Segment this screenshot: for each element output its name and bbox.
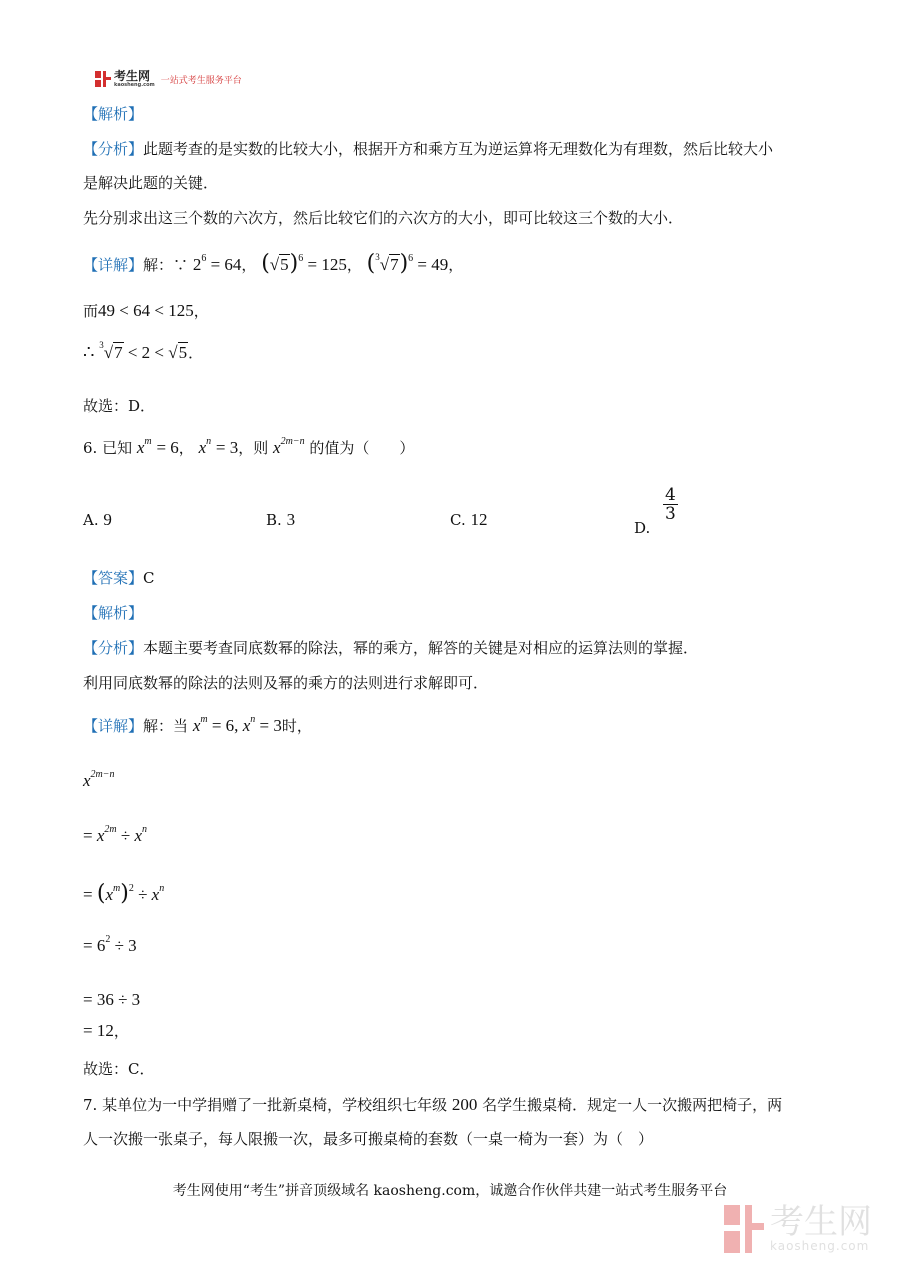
q5-choice-line: 故选：D． bbox=[83, 397, 156, 415]
q6-xiangjie-line: 【详解】解：当 $x^m = 6$, $x^n = 3$时， bbox=[83, 714, 312, 735]
q5-inequality-line: 而49 < 64 < 125， bbox=[83, 301, 209, 320]
q6-option-a: A. 9 bbox=[83, 510, 112, 529]
q5-xiangjie-line: 【详解】解：∵ $2^6 = 64$， $(√5)^6 = 125$， $(^3√7)^6 = 49$， bbox=[83, 251, 464, 276]
q7-stem-line1: 7. 某单位为一中学捐赠了一批新桌椅，学校组织七年级 200 名学生搬桌椅．规定一人一次搬两把椅子，两 bbox=[83, 1095, 783, 1114]
q6-stem: 6. 已知 $x^m = 6$， $x^n = 3$，则 $x^{2m-n}$ 的值为（ ） bbox=[83, 436, 415, 457]
q6-fenxi-line1: 【分析】本题主要考查同底数幂的除法，幂的乘方，解答的关键是对相应的运算法则的掌握． bbox=[83, 639, 699, 657]
header-logo bbox=[95, 70, 242, 88]
q6-answer-line: 【答案】C bbox=[83, 569, 155, 587]
q6-option-c: C. 12 bbox=[450, 510, 488, 529]
q5-fenxi-line3: 先分别求出这三个数的六次方，然后比较它们的六次方的大小，即可比较这三个数的大小． bbox=[83, 209, 684, 227]
q6-step1: $x^{2m-n}$ bbox=[83, 769, 115, 790]
q6-step2: = $x^{2m} \div x^n$ bbox=[83, 824, 148, 845]
watermark-logo-icon bbox=[724, 1205, 764, 1253]
q6-step6: = 12， bbox=[83, 1021, 129, 1040]
brand-logo-icon bbox=[95, 71, 111, 87]
page-footer: 考生网使用“考生”拼音顶级域名 kaosheng.com，诚邀合作伙伴共建一站式考生服务平台 bbox=[172, 1183, 728, 1199]
watermark-brand: 考生网 bbox=[770, 1202, 872, 1242]
watermark-domain: kaosheng.com bbox=[770, 1239, 870, 1253]
q6-jiexi-heading: 【解析】 bbox=[83, 604, 144, 622]
q5-conclusion-line: ∴ $^3$√7 < 2 < √5． bbox=[83, 340, 204, 363]
q7-stem-line2: 人一次搬一张桌子，每人限搬一次，最多可搬桌椅的套数（一桌一椅为一套）为（ ） bbox=[83, 1130, 654, 1148]
q6-step5: = 36 ÷ 3 bbox=[83, 990, 141, 1009]
q6-choice-line: 故选：C． bbox=[83, 1060, 155, 1078]
q6-step3: = $(x^m)^2 \div x^n$ bbox=[83, 881, 165, 906]
q6-fenxi-line2: 利用同底数幂的除法的法则及幂的乘方的法则进行求解即可． bbox=[83, 674, 489, 692]
brand-domain: kaosheng.com bbox=[114, 82, 155, 88]
q6-option-d: D. $\frac{4}{3}$ bbox=[634, 485, 676, 537]
q6-option-b: B. 3 bbox=[266, 510, 296, 529]
q5-jiexi-heading: 【解析】 bbox=[83, 105, 144, 123]
brand-name: 考生网 bbox=[114, 69, 151, 83]
watermark bbox=[724, 1202, 872, 1253]
q6-step4: = $6^2 \div 3$ bbox=[83, 934, 137, 955]
q5-fenxi-line2: 是解决此题的关键． bbox=[83, 174, 219, 192]
q5-fenxi-line1: 【分析】此题考查的是实数的比较大小，根据开方和乘方互为逆运算将无理数化为有理数，然后比较大小 bbox=[83, 140, 774, 158]
brand-slogan: 一站式考生服务平台 bbox=[160, 75, 242, 86]
